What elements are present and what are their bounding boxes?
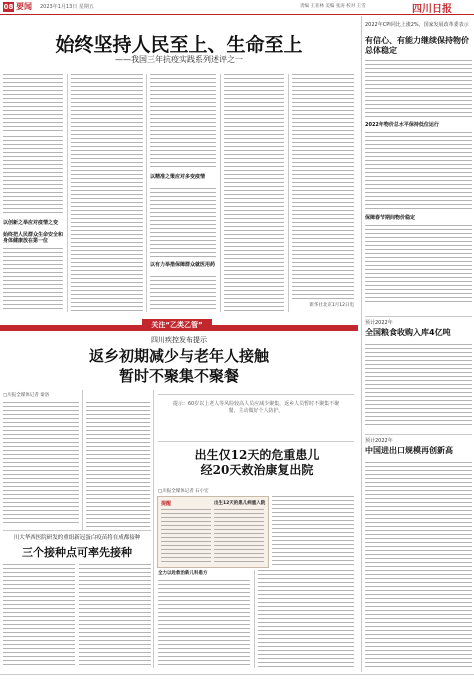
main-subhead-1: 以创新之举应对疫情之变 bbox=[3, 220, 59, 226]
main-col-1c bbox=[3, 248, 63, 312]
issue-date: 2023年1月13日 星期五 bbox=[40, 4, 94, 10]
box-panel-text-2 bbox=[214, 509, 264, 563]
main-byline: 新华社北京1月12日电 bbox=[309, 303, 354, 308]
sidebar-divider bbox=[365, 434, 472, 435]
sidebar-body-3 bbox=[365, 225, 472, 305]
section-name: 要闻 bbox=[16, 2, 32, 11]
item2-kicker: 预计2022年 bbox=[365, 320, 393, 326]
item2-title: 全国粮食收购入库4亿吨 bbox=[365, 328, 451, 337]
page-footer bbox=[0, 674, 474, 685]
box-note-1: 提醒 bbox=[161, 501, 172, 507]
box-headline: 出生仅12天的危重患儿经20天救治康复出院 bbox=[194, 448, 320, 477]
box-note-3: 全力以赴救治新儿科患方 bbox=[158, 571, 208, 576]
column-rule bbox=[220, 74, 221, 312]
page-header bbox=[0, 0, 474, 15]
main-subtitle: ——我国三年抗疫实践系列述评之一 bbox=[115, 55, 243, 64]
item3-kicker: 预计2022年 bbox=[365, 438, 393, 444]
sidebar-title: 有信心、有能力继续保持物价总体稳定 bbox=[365, 36, 469, 55]
box-col-right bbox=[272, 496, 354, 566]
story2-col-2 bbox=[79, 564, 151, 668]
main-col-1 bbox=[3, 74, 63, 134]
column-rule bbox=[146, 74, 147, 312]
page-number: 08 bbox=[3, 3, 14, 11]
story2-col-1 bbox=[3, 564, 75, 668]
column-rule bbox=[153, 390, 154, 668]
box-panel-text bbox=[161, 509, 211, 563]
sidebar-body-1 bbox=[365, 60, 472, 120]
main-col-3b bbox=[150, 188, 216, 258]
column-rule bbox=[288, 74, 289, 312]
feature-title-line1: 返乡初期减少与老年人接触 bbox=[88, 347, 269, 365]
item3-body bbox=[365, 462, 472, 667]
box-reporter: □川报全媒体记者 石小宏 bbox=[158, 489, 209, 494]
main-col-1b bbox=[3, 136, 63, 216]
story2-divider bbox=[3, 530, 151, 531]
main-subhead-2: 始终把人民群众生命安全和身体健康放在第一位 bbox=[3, 232, 64, 244]
sidebar-subhead: 2022年物价总水平保持低位运行 bbox=[365, 122, 439, 128]
sidebar-rule bbox=[361, 16, 362, 672]
box-panel bbox=[157, 496, 269, 568]
sidebar-subhead-2: 保障春节期间物价稳定 bbox=[365, 215, 416, 221]
sidebar-kicker: 2022年CPI同比上涨2%，国家发展改革委表示 bbox=[365, 22, 469, 28]
main-col-3a bbox=[150, 74, 216, 170]
feature-col-4 bbox=[258, 570, 354, 668]
feature-kicker: 四川疾控发布提示 bbox=[151, 336, 207, 344]
feature-body bbox=[0, 390, 358, 672]
story2-kicker: 川大华西医院研发的重组新冠蛋白疫苗将在成都接种 bbox=[13, 535, 141, 541]
box-note-2: 出生12天的患儿病重入院 bbox=[214, 501, 266, 506]
feature-quote-box bbox=[158, 394, 354, 442]
feature-quote: 提示：60岁以上老人等风险较高人员应减少聚集，返乡人员暂时不聚集不聚餐，主动做好个人防护。 bbox=[172, 401, 340, 414]
sidebar-body-2 bbox=[365, 132, 472, 212]
main-col-4 bbox=[224, 74, 284, 312]
feature-col-3 bbox=[158, 580, 250, 668]
feature-reporter: □川报全媒体记者 秦洛 bbox=[3, 393, 50, 398]
feature-col-1 bbox=[3, 402, 79, 524]
column-rule bbox=[82, 390, 83, 530]
item3-title: 中国进出口规模再创新高 bbox=[365, 446, 453, 455]
feature-tag: 关注“乙类乙管” bbox=[142, 319, 212, 331]
editor-credit: 责编 王亚林 美编 张涛 校对 王雪 bbox=[300, 4, 366, 9]
column-rule bbox=[254, 570, 255, 668]
main-col-3c bbox=[150, 276, 216, 312]
main-article bbox=[0, 70, 358, 315]
feature-title-line2: 暂时不聚集不聚餐 bbox=[118, 367, 239, 385]
main-headline: 始终坚持人民至上、生命至上 bbox=[55, 34, 303, 56]
main-col-2 bbox=[71, 74, 143, 312]
main-subhead-4: 以有力举措保障群众就医用药 bbox=[150, 262, 216, 268]
column-rule bbox=[67, 74, 68, 312]
main-subhead-3: 以精准之策应对多变疫情 bbox=[150, 174, 206, 180]
sidebar bbox=[365, 22, 472, 672]
main-col-5 bbox=[292, 74, 354, 299]
feature-col-2 bbox=[86, 402, 150, 530]
newspaper-logo: 四川日报 bbox=[412, 4, 452, 15]
item2-body bbox=[365, 344, 472, 426]
sidebar-divider bbox=[365, 316, 472, 317]
story2-title: 三个接种点可率先接种 bbox=[22, 546, 132, 559]
